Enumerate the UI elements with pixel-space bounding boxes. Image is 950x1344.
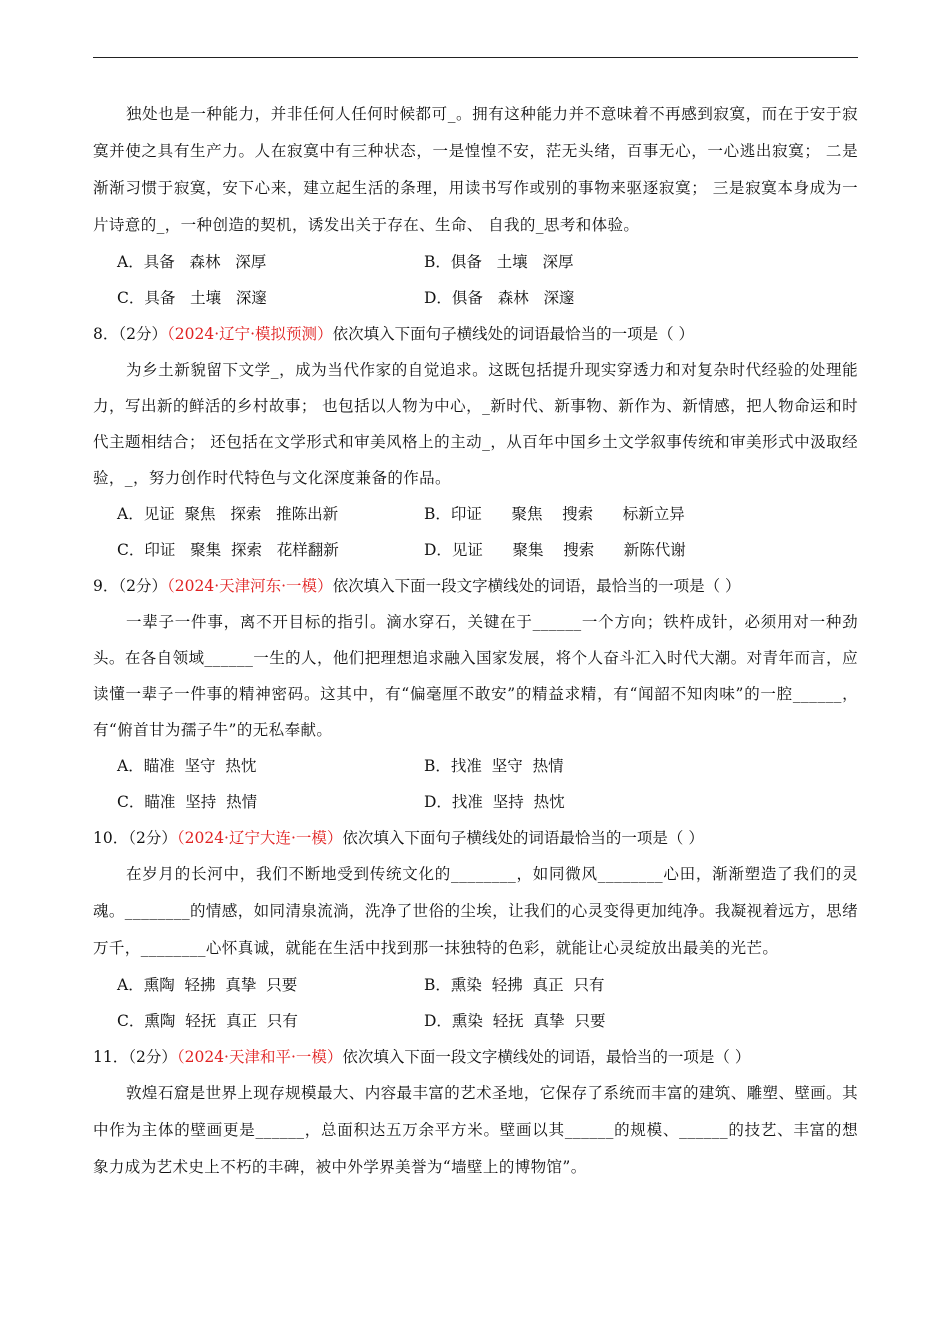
q9-option-d[interactable]: D．找准 坚持 热忱 [424, 793, 565, 811]
q8-header [93, 316, 858, 352]
q9-number: 9． [93, 577, 119, 595]
q9-passage: 一辈子一件事，离不开目标的指引。滴水穿石，关键在于______一个方向；铁杵成针，必须用对一种劲头。在各自领域______一生的人，他们把理想追求融入国家发展，将个人奋斗汇入时代大潮。对青年而言，应读懂一辈子一件事的精神密码。这其中，有“偏毫厘不敢安”的精益求精，有“闻韶不知肉味”的一腔______，有“俯首甘为孺子牛”的无私奉献。 [93, 613, 858, 739]
q11-score: （2分） [128, 1048, 177, 1066]
q8-score: （2分） [118, 325, 167, 343]
q9-option-a[interactable]: A．瞄准 坚守 热忱 [117, 757, 257, 775]
q9-options-row-1 [93, 748, 858, 784]
header-rule [93, 57, 858, 58]
q8-passage: 为乡土新貌留下文学_，成为当代作家的自觉追求。这既包括提升现实穿透力和对复杂时代经验的处理能力，写出新的鲜活的乡村故事； 也包括以人物为中心，_新时代、新事物、新作为、新情感，把人物命运和时代主题相结合； 还包括在文学形式和审美风格上的主动_，从百年中国乡土文学叙事传统和审美形式中汲取经验，_，努力创作时代特色与文化深度兼备的作品。 [93, 361, 858, 487]
q8-option-a[interactable]: A．见证 聚焦 探索 推陈出新 [117, 505, 339, 523]
q10-option-a[interactable]: A．熏陶 轻拂 真挚 只要 [117, 976, 298, 994]
q8-option-c[interactable]: C．印证 聚集 探索 花样翻新 [117, 541, 339, 559]
q9-prompt: 依次填入下面一段文字横线处的词语，最恰当的一项是（ ） [332, 577, 741, 595]
q9-header [93, 568, 858, 604]
q7-passage: 独处也是一种能力，并非任何人任何时候都可_。拥有这种能力并不意味着不再感到寂寞，而在于安于寂寞并使之具有生产力。人在寂寞中有三种状态，一是惶惶不安，茫无头绪，百事无心，一心逃出寂寞； 二是渐渐习惯于寂寞，安下心来，建立起生活的条理，用读书写作或别的事物来驱逐寂寞； 三是寂寞本身成为一片诗意的_，一种创造的契机，诱发出关于存在、生命、 自我的_思考和体验。 [93, 105, 858, 234]
q8-number: 8． [93, 325, 119, 343]
q8-option-d[interactable]: D．见证 聚集 搜索 新陈代谢 [424, 541, 686, 559]
q11-prompt: 依次填入下面一段文字横线处的词语，最恰当的一项是（ ） [342, 1048, 751, 1066]
q9-options-row-2 [93, 784, 858, 820]
q7-option-d[interactable]: D．俱备 森林 深邃 [424, 289, 575, 307]
q11-passage: 敦煌石窟是世界上现存规模最大、内容最丰富的艺术圣地，它保存了系统而丰富的建筑、雕塑、壁画。其中作为主体的壁画更是______，总面积达五万余平方米。壁画以其______的规模、______的技艺、丰富的想象力成为艺术史上不朽的丰碑，被中外学界美誉为“墙壁上的博物馆”。 [93, 1084, 858, 1176]
q9-source: （2024·天津河东·一模） [167, 577, 333, 595]
q9-option-b[interactable]: B．找准 坚守 热情 [424, 757, 564, 775]
q11-number: 11． [93, 1048, 129, 1066]
q7-option-b[interactable]: B．俱备 土壤 深厚 [424, 253, 574, 271]
q8-options-row-1 [93, 496, 858, 532]
q8-options-row-2 [93, 532, 858, 568]
q8-option-b[interactable]: B．印证 聚焦 搜索 标新立异 [424, 505, 685, 523]
q10-score: （2分） [128, 829, 177, 847]
q8-prompt: 依次填入下面句子横线处的词语最恰当的一项是（ ） [332, 325, 694, 343]
q9-score: （2分） [118, 577, 167, 595]
q10-source: （2024·辽宁大连·一模） [176, 829, 343, 847]
q10-options-row-1 [93, 967, 858, 1003]
q8-source: （2024·辽宁·模拟预测） [167, 325, 333, 343]
q7-option-c[interactable]: C．具备 土壤 深邃 [117, 289, 267, 307]
q10-header [93, 820, 858, 856]
page-content [93, 96, 858, 1186]
q7-options-row-1 [93, 244, 858, 280]
q10-prompt: 依次填入下面句子横线处的词语最恰当的一项是（ ） [342, 829, 704, 847]
q7-options-row-2 [93, 280, 858, 316]
q10-number: 10． [93, 829, 129, 847]
q11-header [93, 1039, 858, 1075]
q10-option-d[interactable]: D．熏染 轻抚 真挚 只要 [424, 1012, 606, 1030]
q7-option-a[interactable]: A．具备 森林 深厚 [117, 253, 267, 271]
q10-option-c[interactable]: C．熏陶 轻抚 真正 只有 [117, 1012, 298, 1030]
q10-option-b[interactable]: B．熏染 轻拂 真正 只有 [424, 976, 605, 994]
q10-passage: 在岁月的长河中，我们不断地受到传统文化的________，如同微风________心田，渐渐塑造了我们的灵魂。________的情感，如同清泉流淌，洗净了世俗的尘埃，让我们的心灵变得更加纯净。我凝视着远方，思绪万千，________心怀真诚，就能在生活中找到那一抹独特的色彩，就能让心灵绽放出最美的光芒。 [93, 865, 858, 957]
q10-options-row-2 [93, 1003, 858, 1039]
q11-source: （2024·天津和平·一模） [176, 1048, 343, 1066]
q9-option-c[interactable]: C．瞄准 坚持 热情 [117, 793, 258, 811]
